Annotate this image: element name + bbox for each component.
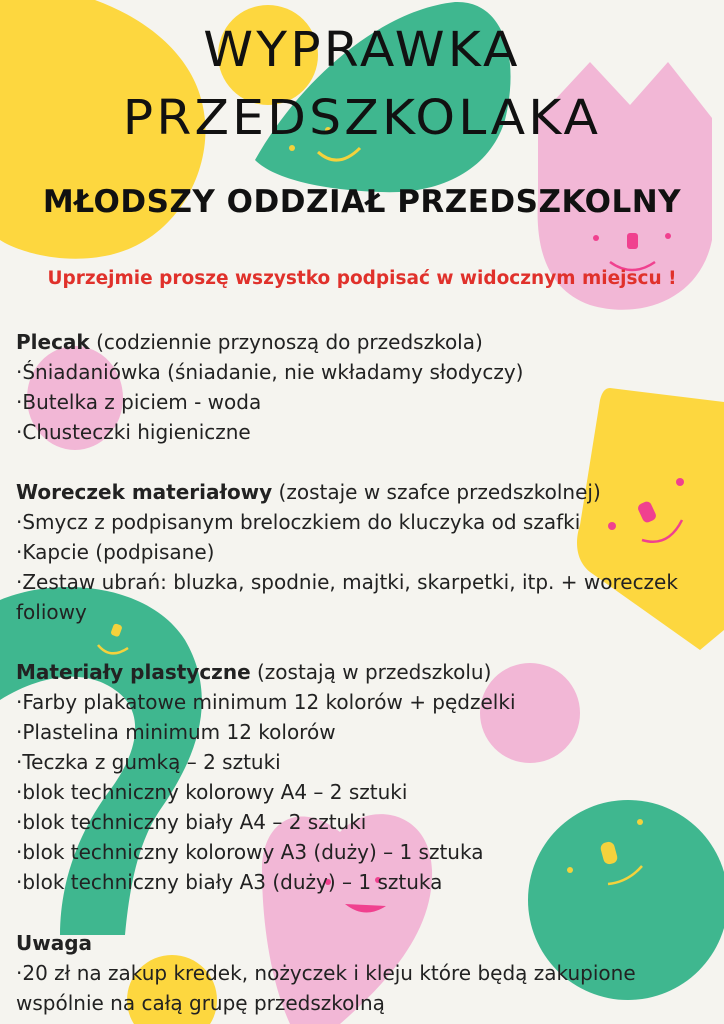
section-heading-line — [16, 327, 706, 357]
title-line-2: PRZEDSZKOLAKA — [122, 90, 602, 146]
section-heading-line — [16, 657, 706, 687]
section-uwaga — [16, 928, 706, 1018]
section-heading: Woreczek materiałowy — [16, 480, 273, 504]
list-item: ·Teczka z gumką – 2 sztuki — [16, 750, 281, 774]
list-item: ·blok techniczny kolorowy A3 (duży) – 1 sztuka — [16, 840, 484, 864]
section-heading: Uwaga — [16, 931, 93, 955]
subtitle: MŁODSZY ODDZIAŁ PRZEDSZKOLNY — [42, 184, 682, 220]
section-woreczek — [16, 477, 706, 627]
section-heading: Materiały plastyczne — [16, 660, 251, 684]
section-plecak — [16, 327, 706, 447]
section-note: (zostają w przedszkolu) — [250, 660, 492, 684]
list-item: ·blok techniczny kolorowy A4 – 2 sztuki — [16, 780, 408, 804]
list-item: ·Plastelina minimum 12 kolorów — [16, 720, 336, 744]
title-line-1: WYPRAWKA — [203, 22, 521, 78]
list-item: ·blok techniczny biały A4 – 2 sztuki — [16, 810, 367, 834]
list-item: ·20 zł na zakup kredek, nożyczek i kleju które będą zakupione wspólnie na całą grupę przedszkolną — [16, 961, 636, 1015]
list-item: ·Butelka z piciem - woda — [16, 390, 262, 414]
section-materialy — [16, 657, 706, 897]
list-item: ·Zestaw ubrań: bluzka, spodnie, majtki, skarpetki, itp. + woreczek foliowy — [16, 570, 678, 624]
section-heading-line — [16, 477, 706, 507]
section-heading-line — [16, 928, 706, 958]
list-item: ·blok techniczny biały A3 (duży) – 1 sztuka — [16, 870, 443, 894]
list-item: ·Śniadaniówka (śniadanie, nie wkładamy słodyczy) — [16, 360, 524, 384]
section-note: (codziennie przynoszą do przedszkola) — [89, 330, 483, 354]
list-item: ·Farby plakatowe minimum 12 kolorów + pędzelki — [16, 690, 516, 714]
section-heading: Plecak — [16, 330, 90, 354]
notice-text: Uprzejmie proszę wszystko podpisać w widocznym miejscu ! — [47, 268, 677, 289]
section-note: (zostaje w szafce przedszkolnej) — [272, 480, 601, 504]
list-item: ·Chusteczki higieniczne — [16, 420, 251, 444]
list-item: ·Smycz z podpisanym breloczkiem do kluczyka od szafki — [16, 510, 581, 534]
list-item: ·Kapcie (podpisane) — [16, 540, 215, 564]
